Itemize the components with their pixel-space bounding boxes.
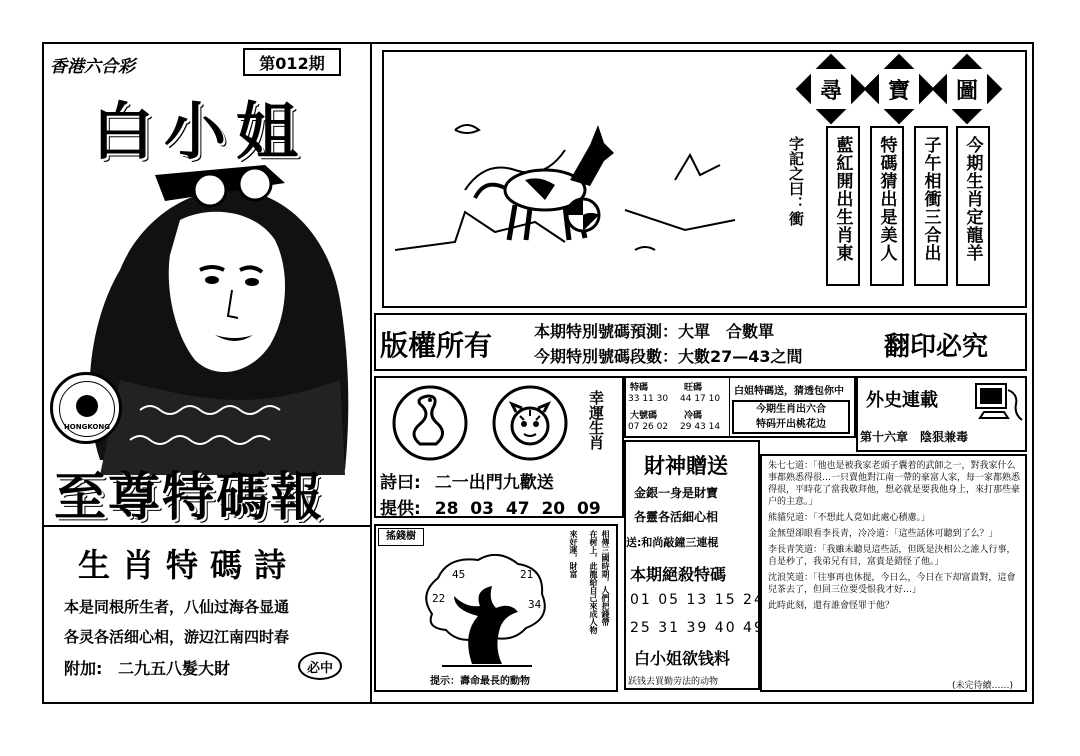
tree-number-4: 34 [528,598,542,611]
code-t3-vals: 07 26 02 [628,422,669,432]
caishen-title: 財神贈送 [644,453,728,478]
story-paragraph-6: 此時此刻，還有誰會怪罪于他？ [768,601,895,611]
lucky-provide-label: 提供: [380,499,421,519]
tree-text-2: 相傳三國時期，人們把錢帶 [601,530,610,626]
story-paragraph-3: 金無望卻眼看李長青，冷冷道：「這些話休可聽到了么？」 [768,529,998,539]
computer-mascot-icon [970,378,1024,428]
code-t4-vals: 29 43 14 [680,422,721,432]
kill-row-1: 01 05 13 15 24 [630,592,765,608]
code-tip: 白姐特碼送，猜透包你中 [734,386,844,397]
snake-icon [390,384,470,462]
poem-title: 生肖特碼詩 [78,546,299,584]
banner-right: 翻印必究 [884,332,989,362]
kill-title: 本期絕殺特碼 [630,565,727,584]
riddle-column-3: 特碼猜出是美人 [870,126,904,286]
kill-row-2: 25 31 39 40 49 [630,620,765,636]
story-end: (未完待續……) [952,681,1014,691]
title-diamond-1: 尋 [796,54,867,125]
tree-number-1: 45 [452,568,466,581]
banner-left: 版權所有 [380,329,493,362]
headline: 至尊特碼報 [54,467,325,528]
code-t2-head: 旺碼 [684,383,703,393]
bauhinia-icon [76,395,98,417]
banner-line-1: 本期特別號碼預測：大單 合數單 [534,322,775,341]
banner-line-2: 今期特別號碼段數：大數27—43之間 [534,347,803,366]
caishen-line-3: 送:和尚敲鐘三連棍 [626,536,719,549]
caishen-footer-sub: 跃钱去買勤劳法的动物 [628,677,719,687]
lucky-provide [380,494,601,519]
tree-number-2: 21 [520,568,534,581]
lucky-label: 幸運生肖 [587,390,605,450]
tree-tag: 搖錢樹 [378,528,424,546]
code-highlight-1: 今期生肖出六合 [756,404,826,415]
extra-text: 二九五八髮大財 [117,659,230,678]
story-paragraph-1: 朱七七道：「他也是被我家老頭子囊着的武師之一，對我家什么事都熟悉得很…一只賣他對江南一帶的豪富人家，每一家都熟悉得很，平時花了當我敬拜他，想必就是要我他身上，來打那些豪户的主意。」 [768,461,1021,507]
tree-text-1: 在树上，此龍給自己來成人物 [589,530,598,634]
caishen-line-2: 各靈各活細心相 [634,510,719,524]
code-t1-vals: 33 11 30 [628,394,669,404]
poem-line-2: 各灵各活细心相，游辺江南四时春 [64,628,290,646]
lucky-poem-text: 二一出門九歡送 [434,473,554,493]
bizhong-stamp: 必中 [298,652,342,680]
riddle-side-note: 字記之曰：衝 [787,136,805,226]
code-highlight-2: 特码开出桃花边 [756,419,826,430]
issue-badge [243,48,341,76]
code-t4-head: 冷碼 [684,411,703,421]
tiger-icon [490,384,570,462]
code-highlight [732,400,850,434]
hongkong-seal [50,372,122,444]
code-t2-vals: 44 17 10 [680,394,721,404]
story-text [768,460,1022,612]
story-paragraph-4: 李長青笑道：「我雖未聽見這些話，但既是決相公之誰人行事，自是秒了，我弟兄有目，富貴是錯怪了他。」 [768,545,1016,567]
caishen-line-1: 金銀一身是財寶 [634,486,719,500]
page-title: 白小姐 [92,95,309,168]
riddle-column-4: 藍紅開出生肖東 [826,126,860,286]
seal-text: HONGKONG [63,423,111,431]
lucky-poem-label: 詩曰: [380,473,421,493]
title-diamond-2: 寶 [864,54,935,125]
story-chapter: 第十六章 陰狠兼毒 [860,430,969,444]
brand-label: 香港六合彩 [50,57,135,77]
dog-illustration [395,110,755,260]
code-t1-head: 特碼 [630,383,649,393]
story-paragraph-5: 沈浪笑道：「往事再也休提，今日么，今日在下却富貴對，這會兒茶去了，但回三位要受恨我才好…」 [768,573,1016,595]
lucky-poem [380,468,554,493]
tree-number-3: 22 [432,592,446,605]
story-title: 外史連載 [866,390,938,411]
issue-number: 第012期 [259,53,325,73]
tree-text-3: 來好運，財富 [569,530,578,578]
caishen-footer-title: 白小姐欲钱料 [634,649,731,668]
extra-line [64,656,230,679]
extra-label: 附加: [64,659,103,678]
code-table [626,378,730,436]
tree-hint: 提示：壽命最長的動物 [430,676,530,687]
riddle-column-2: 子午相衝三合出 [914,126,948,286]
riddle-column-1: 今期生肖定龍羊 [956,126,990,286]
poem-line-1: 本是同根所生者，八仙过海各显通 [64,598,290,616]
title-diamond-3: 圖 [932,54,1003,125]
lucky-provide-numbers: 28 03 47 20 09 [434,499,601,519]
code-t3-head: 大號碼 [630,411,658,421]
story-paragraph-2: 熊貓兒道：「不想此人竟如此處心積慮。」 [768,513,931,523]
